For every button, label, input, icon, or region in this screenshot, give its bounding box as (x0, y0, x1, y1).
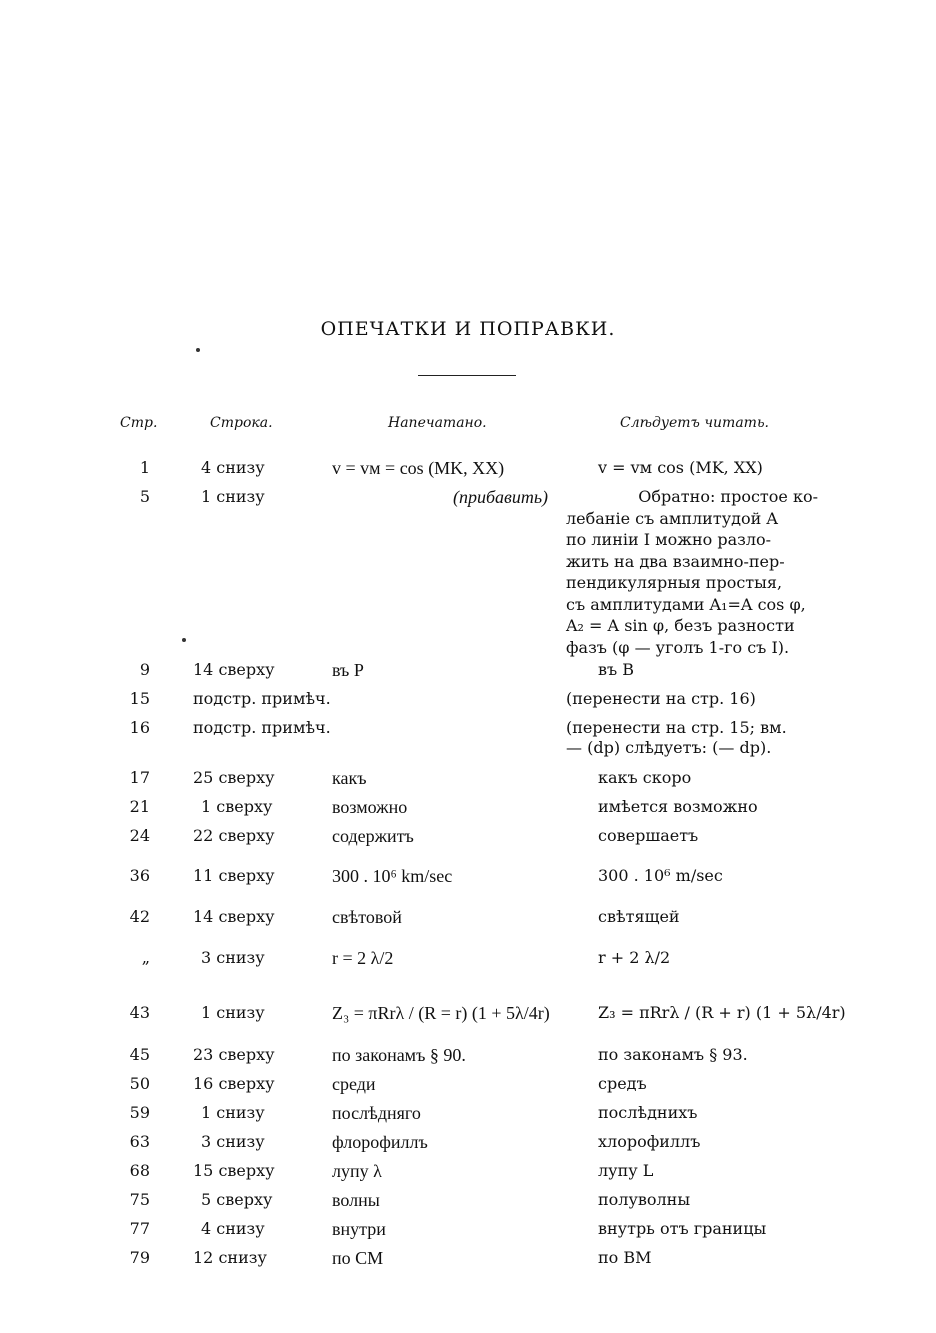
row-correct: (перенести на стр. 15; вм. (566, 718, 787, 737)
row-page: 21 (129, 797, 150, 816)
row-line: 1 снизу (201, 1003, 265, 1022)
row-correct: внутрь отъ границы (598, 1219, 767, 1238)
row-page: 42 (129, 907, 150, 926)
row-printed: по законамъ § 90. (332, 1045, 466, 1065)
row-page: 75 (129, 1190, 150, 1209)
row-line: подстр. примѣч. (193, 689, 331, 708)
row-line: 1 снизу (201, 487, 265, 506)
row-line: подстр. примѣч. (193, 718, 331, 737)
row-correct: Z₃ = πRrλ / (R + r) (1 + 5λ/4r) (598, 1003, 846, 1022)
row-line: 25 сверху (193, 768, 275, 787)
row-line: 11 сверху (193, 866, 275, 885)
row-page: 9 (139, 660, 150, 679)
speck (182, 638, 186, 642)
row-printed: Z₃ = πRrλ / (R = r) (1 + 5λ/4r) (332, 1003, 550, 1023)
row-page: 43 (129, 1003, 150, 1022)
row-correct: 300 . 10⁶ m/sec (598, 866, 723, 885)
row-printed: лупу λ (332, 1161, 382, 1181)
row-correct: по законамъ § 93. (598, 1045, 748, 1064)
row-printed: послѣдняго (332, 1103, 421, 1123)
row-printed: свѣтовой (332, 907, 402, 927)
row-correct: лупу L (598, 1161, 654, 1180)
row-printed: какъ (332, 768, 367, 788)
row-page: 24 (129, 826, 150, 845)
insert-paragraph (566, 486, 818, 658)
row-printed: 300 . 10⁶ km/sec (332, 866, 453, 886)
row-line: 1 снизу (201, 1103, 265, 1122)
row-correct: — (dp) слѣдуетъ: (— dp). (566, 738, 772, 757)
row-printed: r = 2 λ/2 (332, 948, 394, 968)
row-page: 15 (129, 689, 150, 708)
row-correct: средъ (598, 1074, 647, 1093)
row-printed: флорофиллъ (332, 1132, 428, 1152)
para-line: лебаніе съ амплитудой A (566, 508, 778, 528)
row-correct: послѣднихъ (598, 1103, 698, 1122)
row-printed: v = vм = cos (MK, XX) (332, 458, 505, 478)
row-line: 14 сверху (193, 907, 275, 926)
row-page: 68 (129, 1161, 150, 1180)
row-line: 3 снизу (201, 1132, 265, 1151)
row-page: 63 (129, 1132, 150, 1151)
row-line: 1 сверху (201, 797, 273, 816)
row-correct: свѣтящей (598, 907, 680, 926)
row-page: „ (141, 948, 150, 967)
row-correct: какъ скоро (598, 768, 692, 787)
page-title: ОПЕЧАТКИ И ПОПРАВКИ. (320, 318, 616, 340)
header-page: Стр. (120, 415, 158, 431)
row-correct: совершаетъ (598, 826, 699, 845)
row-line: 22 сверху (193, 826, 275, 845)
row-printed: волны (332, 1190, 380, 1210)
row-line: 3 снизу (201, 948, 265, 967)
para-line: Обратно: простое ко- (638, 487, 818, 506)
row-correct: r + 2 λ/2 (598, 948, 671, 967)
row-line: 4 снизу (201, 458, 265, 477)
row-page: 59 (129, 1103, 150, 1122)
row-page: 79 (129, 1248, 150, 1267)
row-printed: возможно (332, 797, 408, 817)
para-line: по линіи I можно разло- (566, 530, 772, 549)
row-line: 14 сверху (193, 660, 275, 679)
row-page: 77 (129, 1219, 150, 1238)
speck (196, 348, 200, 352)
row-correct: имѣется возможно (598, 797, 758, 816)
row-line: 15 сверху (193, 1161, 275, 1180)
row-printed: содержитъ (332, 826, 414, 846)
row-line: 12 снизу (193, 1248, 267, 1267)
row-line: 23 сверху (193, 1045, 275, 1064)
row-printed: по CM (332, 1248, 384, 1268)
row-line: 4 снизу (201, 1219, 265, 1238)
row-correct: (перенести на стр. 16) (566, 689, 756, 708)
row-correct: полуволны (598, 1190, 691, 1209)
para-line: съ амплитудами A₁=A cos φ, (566, 594, 806, 614)
para-line: пендикулярныя простыя, (566, 573, 783, 592)
row-correct: въ B (598, 660, 635, 679)
row-correct: хлорофиллъ (598, 1132, 701, 1151)
header-printed: Напечатано. (388, 415, 487, 431)
row-page: 50 (129, 1074, 150, 1093)
row-page: 5 (139, 487, 150, 506)
row-page: 36 (129, 866, 150, 885)
para-line: жить на два взаимно-пер- (566, 551, 785, 571)
para-line: A₂ = A sin φ, безъ разности (566, 616, 795, 635)
row-line: 5 сверху (201, 1190, 273, 1209)
row-printed: среди (332, 1074, 376, 1094)
row-correct: по BM (598, 1248, 652, 1267)
row-correct: v = vм cos (MK, XX) (598, 458, 763, 477)
row-line: 16 сверху (193, 1074, 275, 1093)
header-should-read: Слѣдуетъ читать. (620, 415, 770, 431)
row-page: 45 (129, 1045, 150, 1064)
header-line: Строка. (210, 415, 273, 431)
row-printed: (прибавить) (452, 487, 548, 507)
row-page: 1 (139, 458, 150, 477)
row-page: 16 (129, 718, 150, 737)
row-printed: внутри (332, 1219, 386, 1239)
row-printed: въ P (332, 660, 364, 680)
para-line: фазъ (φ — уголъ 1-го съ I). (566, 637, 790, 657)
row-page: 17 (129, 768, 150, 787)
title-rule (418, 375, 516, 376)
